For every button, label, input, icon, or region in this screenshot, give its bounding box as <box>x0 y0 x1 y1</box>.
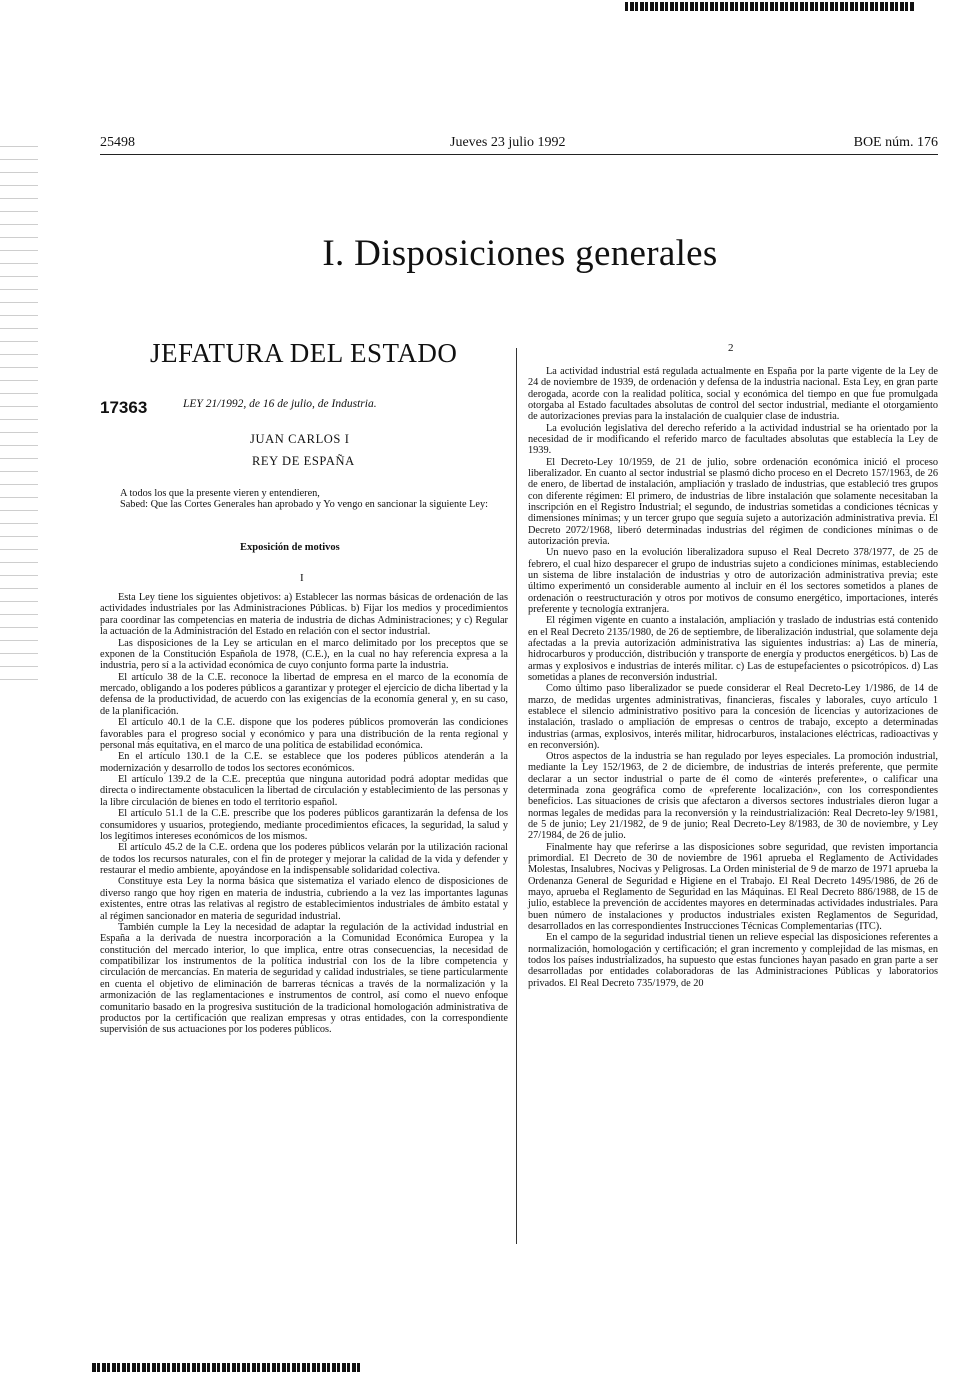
header-rule <box>100 154 938 155</box>
paragraph: Esta Ley tiene los siguientes objetivos: a) Establecer las normas básicas de ordenación de las actividades industriales por las Administraciones Públicas. b) Fijar los medios y procedimientos para coordinar las competencias en materia de industria de dichas Administraciones; y c) Regular la actuación de la Administración del Estado en relación con el sector industrial. <box>100 592 508 638</box>
king-title: REY DE ESPAÑA <box>252 454 355 468</box>
scan-edge-noise <box>0 140 38 680</box>
paragraph: El Decreto-Ley 10/1959, de 21 de julio, sobre ordenación económica inició el proceso liberalizador. En cuanto al sector industrial se plasmó dicho proceso en el Decreto 157/1963, de 26 de enero, de libertad de instalación, ampliación y traslado de industrias, que estableció tres grupos con diferente régimen: El primero, de industrias de libre instalación que solamente necesitaban la inscripción en el Registro Industrial; el segundo, de industrias sometidas a condiciones técnicas y dimensiones mínimas; y un tercer grupo que seguía sujeto a autorización administrativa previa. El Decreto 2072/1968, liberó determinadas industrias del régimen de condiciones mínimas o de autorización previa. <box>528 456 938 547</box>
right-column-text <box>528 366 938 989</box>
part-two-label: 2 <box>728 342 734 354</box>
king-name: JUAN CARLOS I <box>250 432 350 446</box>
issue-number: BOE núm. 176 <box>853 135 938 150</box>
paragraph: En el campo de la seguridad industrial tienen un relieve especial las disposiciones referentes a normalización, homologación y certificación; el gran incremento y complejidad de las mismas, en todos los países industrializados, ha supuesto que estas funciones hayan pasado en gran parte a ser desarrolladas por entidades colaboradoras de las Administraciones Públicas y laboratorios privados. El Real Decreto 735/1979, de 20 <box>528 932 938 989</box>
column-divider <box>516 348 517 1244</box>
paragraph: La evolución legislativa del derecho referido a la actividad industrial se ha orientado por la necesidad de ir modificando el referido marco de facultades absolutas que establecía la Ley de 1939. <box>528 422 938 457</box>
intro-line-1: A todos los que la presente vieren y entendieren, <box>120 488 320 499</box>
paragraph: Constituye esta Ley la norma básica que sistematiza el variado elenco de disposiciones de diverso rango que hoy rigen en materia de industria, cubriendo a la vez las importantes lagunas existentes, entre otras las relativas al registro de establecimientos industriales de ámbito estatal y al régimen sancionador en materia de seguridad industrial. <box>100 876 508 922</box>
intro-text <box>100 488 508 510</box>
scan-barcode-top <box>625 2 915 11</box>
paragraph: También cumple la Ley la necesidad de adaptar la regulación de la actividad industrial en España a la derivada de nuestra incorporación a la Comunidad Económica Europea y la constitución del mercado interior, lo que implica, entre otras consecuencias, la necesidad de compatibilizar los instrumentos de la política industrial con los de la libre competencia y circulación de mercancías. En materia de seguridad y calidad industriales, se tiene particularmente en cuenta el objetivo de eliminación de barreras técnicas a través de la normalización y la armonización de las reglamentaciones e instrumentos de control, así como el nuevo enfoque comunitario basado en la progresiva sustitución de la tradicional homologación administrativa de productos por la certificación que realizan empresas y otras entidades, con la correspondiente supervisión de sus actuaciones por los poderes públicos. <box>100 921 508 1036</box>
scan-barcode-bottom <box>92 1363 362 1372</box>
paragraph: Las disposiciones de la Ley se articulan en el marco delimitado por los preceptos que se exponen de la Constitución Española de 1978, (C.E.), en la cual no hay referencia expresa a la industria, pero sí a la actividad económica de cuyo conjunto forma parte la industria. <box>100 637 508 672</box>
paragraph: En el artículo 130.1 de la C.E. se establece que los poderes públicos atenderán a la modernización y desarrollo de todos los sectores económicos. <box>100 751 508 774</box>
law-number: 17363 <box>100 398 148 417</box>
left-column-text <box>100 592 508 1036</box>
paragraph: El artículo 45.2 de la C.E. ordena que los poderes públicos velarán por la utilización racional de todos los recursos naturales, con el fin de proteger y mejorar la calidad de la vida y defender y restaurar el medio ambiente, apoyándose en la indispensable solidaridad colectiva. <box>100 842 508 876</box>
paragraph: El artículo 38 de la C.E. reconoce la libertad de empresa en el marco de la economía de mercado, obligando a los poderes públicos a garantizar y proteger el ejercicio de dicha libertad y la defensa de la productividad, de acuerdo con las exigencias de la economía general y, en su caso, de la planificación. <box>100 671 508 717</box>
issue-date: Jueves 23 julio 1992 <box>450 135 566 150</box>
page-header <box>100 135 938 155</box>
paragraph: Como último paso liberalizador se puede considerar el Real Decreto-Ley 1/1986, de 14 de marzo, de medidas urgentes administrativas, financieras, fiscales y laborales, cuyo artículo 1 establece el silencio administrativo positivo para la concesión de licencias y autorizaciones de instalación, traslado o ampliación de empresas o centros de trabajo, excepto a determinadas industrias (armas, explosivos, interés militar, hidrocarburos, instalaciones eléctricas, radioactivas y en reconversión). <box>528 683 938 751</box>
department-heading: JEFATURA DEL ESTADO <box>150 338 458 368</box>
exposition-heading: Exposición de motivos <box>240 542 340 553</box>
paragraph: Finalmente hay que referirse a las disposiciones sobre seguridad, que revisten importancia primordial. El Decreto de 30 de noviembre de 1961 aprueba el Reglamento de Actividades Molestas, Insalubres, Nocivas y Peligrosas. La Orden ministerial de 9 de marzo de 1971 aprueba la Ordenanza General de Seguridad e Higiene en el Trabajo. El Real Decreto 1495/1986, de 26 de mayo, aprueba el Reglamento de Seguridad en las Máquinas. El Real Decreto 886/1988, de 15 de julio, establece la prevención de accidentes mayores en determinadas actividades industriales. Para buen número de instalaciones y productos industriales existen Reglamentos de Seguridad, desarrollados en las correspondientes Instrucciones Técnicas Complementarias (ITC). <box>528 841 938 933</box>
law-title: LEY 21/1992, de 16 de julio, de Industria. <box>183 398 377 410</box>
paragraph: El régimen vigente en cuanto a instalación, ampliación y traslado de industrias está contenido en el Real Decreto 2135/1980, de 26 de septiembre, de liberalización industrial, que solamente deja afectadas a la previa autorización administrativa las siguientes industrias: a) Las de minería, hidrocarburos y producción, distribución y transporte de energía y productos energéticos. b) Las de armas y explosivos e industrias de interés militar. c) Las de estupefacientes o psicotrópicos. d) Las sometidas a planes de reconversión industrial. <box>528 615 938 683</box>
section-title: I. Disposiciones generales <box>322 233 718 274</box>
paragraph: El artículo 40.1 de la C.E. dispone que los poderes públicos promoverán las condiciones favorables para el progreso social y económico y para una distribución de la renta regional y personal más equitativa, en el marco de una política de estabilidad económica. <box>100 717 508 751</box>
paragraph: El artículo 51.1 de la C.E. prescribe que los poderes públicos garantizarán la defensa de los consumidores y usuarios, protegiendo, mediante procedimientos eficaces, la seguridad, la salud y los legítimos intereses económicos de los mismos. <box>100 808 508 842</box>
paragraph: Un nuevo paso en la evolución liberalizadora supuso el Real Decreto 378/1977, de 25 de febrero, el cual hizo desparecer el grupo de industrias sujeto a condiciones mínimas, estableciendo un sistema de libre instalación de industrias y otro de autorización administrativa previa; este último experimentó un considerable aumento al incluir en él los sectores sometidos a planes de ordenación o reestructuración y otros por motivos de consumo energético, importaciones, interés preferente y tecnología extranjera. <box>528 547 938 615</box>
paragraph: Otros aspectos de la industria se han regulado por leyes especiales. La promoción industrial, mediante la Ley 152/1963, de 2 de diciembre, de industrias de interés preferente, que permite declarar a un sector industrial o parte de él como de «interés preferente», o calificar una determinada zona geográfica como de «preferente localización», con los correspondientes beneficios. Las situaciones de crisis que afectaron a diversos sectores industriales dieron lugar a normas legales de medidas para la reconversión y la reindustrialización: Real Decreto-ley 9/1981, de 5 de junio; Ley 21/1982, de 9 de junio; Real Decreto-Ley 8/1983, de 30 de noviembre, y Ley 27/1984, de 26 de julio. <box>528 751 938 842</box>
paragraph: El artículo 139.2 de la C.E. preceptúa que ninguna autoridad podrá adoptar medidas que directa o indirectamente obstaculicen la libertad de circulación y establecimiento de las personas y la libre circulación de bienes en todo el territorio español. <box>100 774 508 808</box>
part-one-label: I <box>300 572 304 584</box>
paragraph: La actividad industrial está regulada actualmente en España por la parte vigente de la Ley de 24 de noviembre de 1939, de ordenación y defensa de la industria nacional. Esta Ley, en gran parte derogada, acorde con la realidad política, social y económica del tiempo en que fue promulgada otorgaba al Estado facultades absolutas de control del sector industrial, mediante el otorgamiento de autorizaciones previas para la instalación de cualquier clase de industria. <box>528 366 938 423</box>
page-number: 25498 <box>100 135 135 150</box>
intro-line-2: Sabed: Que las Cortes Generales han aprobado y Yo vengo en sancionar la siguiente Ley: <box>120 499 489 511</box>
